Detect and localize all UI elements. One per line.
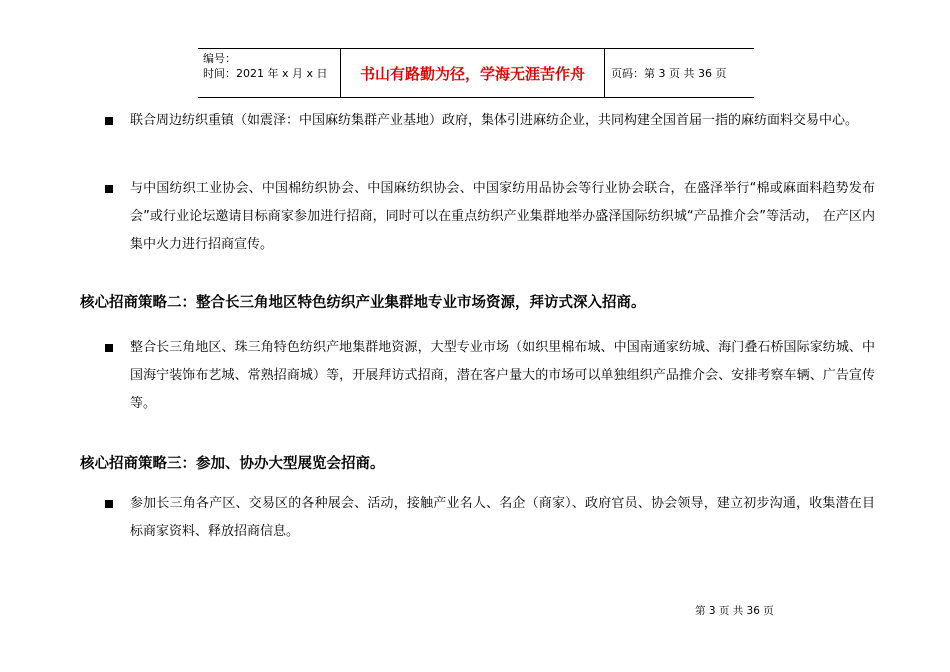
square-bullet-icon bbox=[105, 500, 113, 508]
list-item-text: 整合长三角地区、珠三角特色纺织产地集群地资源，大型专业市场（如织里棉布城、中国南通家纺城、海门叠石桥国际家纺城、中国海宁装饰布艺城、常熟招商城）等，开展拜访式招商，潜在客户量大的市场可以单独组织产品推介会、安排考察车辆、广告宣传等。 bbox=[130, 340, 875, 411]
list-item-text: 联合周边纺织重镇（如震泽：中国麻纺集群产业基地）政府，集体引进麻纺企业，共同构建全国首届一指的麻纺面料交易中心。 bbox=[130, 113, 859, 128]
list-item-text: 与中国纺织工业协会、中国棉纺织协会、中国麻纺织协会、中国家纺用品协会等行业协会联合，在盛泽举行“棉或麻面料趋势发布会”或行业论坛邀请目标商家参加进行招商，同时可以在重点纺织产业集群地举办盛泽国际纺织城“产品推介会”等活动， 在产区内集中火力进行招商宣传。 bbox=[130, 181, 875, 252]
section-heading-3: 核心招商策略三：参加、协办大型展览会招商。 bbox=[80, 456, 385, 472]
page-footer: 第 3 页 共 36 页 bbox=[695, 605, 774, 617]
page-info-cell: 页码：第 3 页 共 36 页 bbox=[611, 67, 727, 80]
number-label: 编号： bbox=[203, 52, 236, 65]
header-meta-cell bbox=[198, 49, 341, 97]
header-table bbox=[198, 48, 754, 98]
square-bullet-icon bbox=[105, 117, 113, 125]
section-heading-2: 核心招商策略二：整合长三角地区特色纺织产业集群地专业市场资源，拜访式深入招商。 bbox=[80, 295, 646, 311]
time-label: 时间：2021 年 x 月 x 日 bbox=[203, 67, 328, 80]
motto-cell: 书山有路勤为径，学海无涯苦作舟 bbox=[341, 49, 605, 97]
square-bullet-icon bbox=[105, 344, 113, 352]
square-bullet-icon bbox=[105, 185, 113, 193]
list-item-text: 参加长三角各产区、交易区的各种展会、活动，接触产业名人、名企（商家）、政府官员、协会领导，建立初步沟通，收集潜在目标商家资料、释放招商信息。 bbox=[130, 496, 875, 539]
